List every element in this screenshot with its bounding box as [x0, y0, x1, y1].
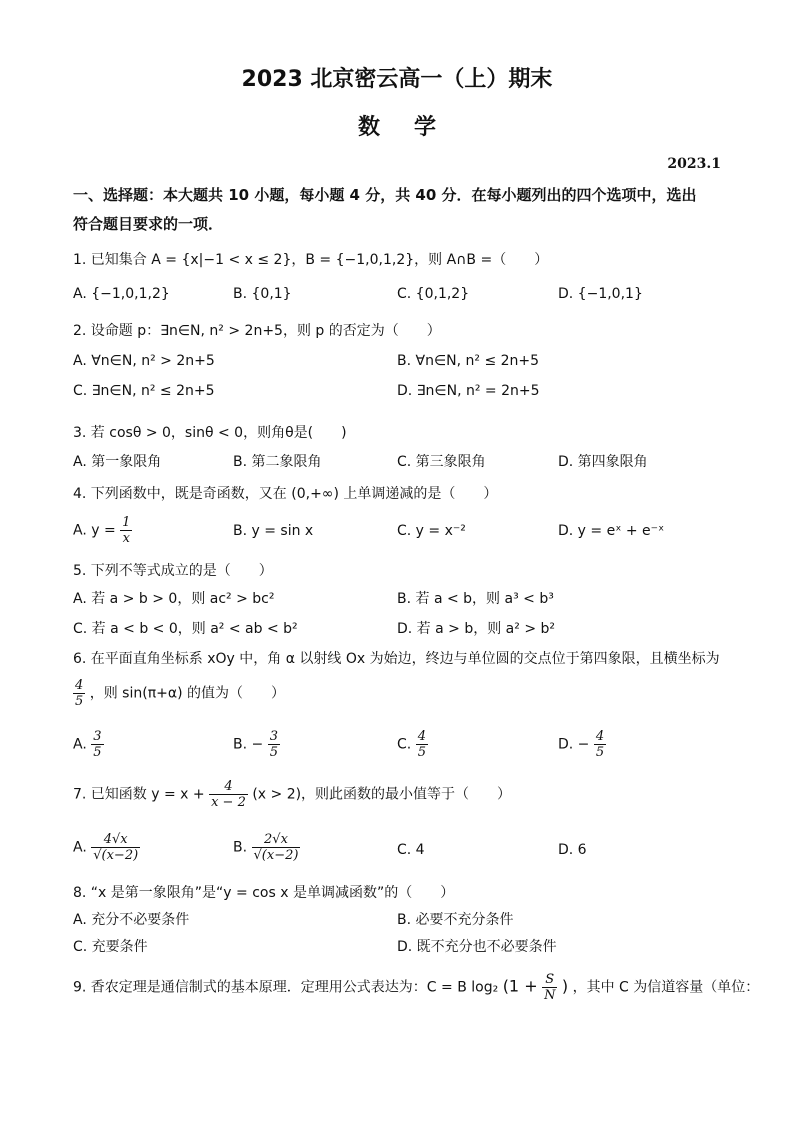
fraction-numerator: 4: [595, 729, 605, 744]
q4-option-c: C. y = x⁻²: [397, 523, 466, 539]
page-title: 2023 北京密云高一（上）期末: [241, 67, 553, 92]
q3-option-a: A. 第一象限角: [73, 454, 162, 470]
section-heading-line2: 符合题目要求的一项．: [73, 215, 224, 233]
q6-option-d-fraction: [594, 729, 606, 760]
fraction-numerator: S: [542, 972, 557, 988]
question-3-stem: 3. 若 cosθ > 0，sinθ < 0，则角θ是( ): [73, 425, 347, 441]
q6-option-b-fraction: [268, 729, 280, 760]
option-label: A.: [73, 736, 87, 753]
q5-option-a: A. 若 a > b > 0，则 ac² > bc²: [73, 591, 275, 607]
q6-stem-fraction: [73, 678, 85, 709]
q7-option-c: C. 4: [397, 842, 425, 858]
q4-option-a-fraction: [120, 515, 132, 546]
fraction-numerator: 4√x: [91, 832, 140, 848]
fraction-denominator: √(x−2): [93, 848, 139, 863]
q7-stem-tail: (x > 2)，则此函数的最小值等于（ ）: [252, 786, 512, 803]
q2-option-b: B. ∀n∈N, n² ≤ 2n+5: [397, 353, 540, 369]
fraction-numerator: 1: [122, 515, 131, 530]
question-4-stem: 4. 下列函数中，既是奇函数，又在 (0,+∞) 上单调递减的是（ ）: [73, 486, 498, 502]
q9-paren-left: (1 +: [502, 976, 538, 996]
q1-option-c: C. {0,1,2}: [397, 286, 470, 302]
q6-option-a: [73, 729, 104, 760]
q5-option-d: D. 若 a > b，则 a² > b²: [397, 621, 555, 637]
question-9-stem: [73, 972, 759, 1003]
q9-stem-head: 9. 香农定理是通信制式的基本原理．定理用公式表达为：C = B log₂: [73, 979, 499, 996]
fraction-numerator: 3: [93, 729, 102, 744]
q7-option-a: [73, 832, 140, 863]
question-6-stem: 6. 在平面直角坐标系 xOy 中，角 α 以射线 Ox 为始边，终边与单位圆的交点位于第四象限，且横坐标为: [73, 651, 720, 667]
q7-option-b: [233, 832, 300, 863]
q9-stem-tail: ，其中 C 为信道容量（单位：: [572, 979, 760, 996]
q9-stem-fraction: [542, 972, 557, 1003]
fraction-denominator: 5: [75, 694, 84, 709]
q2-option-d: D. ∃n∈N, n² = 2n+5: [397, 383, 540, 399]
fraction-denominator: 5: [269, 745, 278, 760]
q7-stem-fraction: [209, 779, 248, 810]
fraction-numerator: 4: [417, 729, 426, 744]
q6-option-c: [397, 729, 428, 760]
q8-option-c: C. 充要条件: [73, 939, 148, 955]
q4-option-a-label: A. y =: [73, 522, 116, 539]
fraction-numerator: 4: [209, 779, 248, 795]
q4-option-d: D. y = eˣ + e⁻ˣ: [558, 523, 665, 539]
q1-option-a: A. {−1,0,1,2}: [73, 286, 170, 302]
fraction-denominator: x: [122, 531, 130, 546]
q9-paren-right: ): [561, 976, 569, 996]
question-2-stem: 2. 设命题 p：∃n∈N, n² > 2n+5，则 p 的否定为（ ）: [73, 323, 441, 339]
question-6-stem-cont: [73, 678, 285, 709]
q4-option-b: B. y = sin x: [233, 523, 314, 539]
fraction-numerator: 3: [269, 729, 278, 744]
fraction-numerator: 4: [75, 678, 84, 693]
question-1-stem: 1. 已知集合 A = {x|−1 < x ≤ 2}，B = {−1,0,1,2}，则 A∩B =（ ）: [73, 252, 549, 268]
q1-option-b: B. {0,1}: [233, 286, 292, 302]
q6-option-a-fraction: [91, 729, 103, 760]
option-label: B. −: [233, 736, 264, 753]
option-label: B.: [233, 839, 248, 856]
q7-option-a-fraction: [91, 832, 140, 863]
q2-option-c: C. ∃n∈N, n² ≤ 2n+5: [73, 383, 215, 399]
question-5-stem: 5. 下列不等式成立的是（ ）: [73, 563, 273, 579]
question-8-stem: 8. “x 是第一象限角”是“y = cos x 是单调减函数”的（ ）: [73, 885, 455, 901]
option-label: C.: [397, 736, 412, 753]
q6-option-c-fraction: [416, 729, 428, 760]
section-heading-line1: 一、选择题：本大题共 10 小题，每小题 4 分，共 40 分．在每小题列出的四个选项中，选出: [73, 186, 697, 204]
q1-option-d: D. {−1,0,1}: [558, 286, 643, 302]
subject-heading: 数学: [357, 115, 470, 140]
fraction-denominator: N: [544, 988, 556, 1003]
q4-option-a: [73, 515, 132, 546]
q7-stem-head: 7. 已知函数 y = x +: [73, 786, 205, 803]
q6-stem-tail: ，则 sin(π+α) 的值为（ ）: [89, 685, 286, 702]
q3-option-b: B. 第二象限角: [233, 454, 322, 470]
question-7-stem: [73, 779, 511, 810]
fraction-denominator: √(x−2): [253, 848, 299, 863]
q6-option-d: [558, 729, 606, 760]
fraction-numerator: 2√x: [252, 832, 301, 848]
option-label: D. −: [558, 736, 590, 753]
q8-option-a: A. 充分不必要条件: [73, 912, 190, 928]
exam-date: 2023.1: [667, 156, 721, 172]
q7-option-d: D. 6: [558, 842, 587, 858]
fraction-denominator: x − 2: [211, 795, 246, 810]
q7-option-b-fraction: [252, 832, 301, 863]
q5-option-c: C. 若 a < b < 0，则 a² < ab < b²: [73, 621, 298, 637]
q8-option-b: B. 必要不充分条件: [397, 912, 514, 928]
q5-option-b: B. 若 a < b，则 a³ < b³: [397, 591, 554, 607]
fraction-denominator: 5: [417, 745, 426, 760]
q2-option-a: A. ∀n∈N, n² > 2n+5: [73, 353, 215, 369]
q3-option-c: C. 第三象限角: [397, 454, 486, 470]
q8-option-d: D. 既不充分也不必要条件: [397, 939, 557, 955]
fraction-denominator: 5: [93, 745, 102, 760]
fraction-denominator: 5: [595, 745, 605, 760]
q6-option-b: [233, 729, 280, 760]
option-label: A.: [73, 839, 87, 856]
q3-option-d: D. 第四象限角: [558, 454, 648, 470]
